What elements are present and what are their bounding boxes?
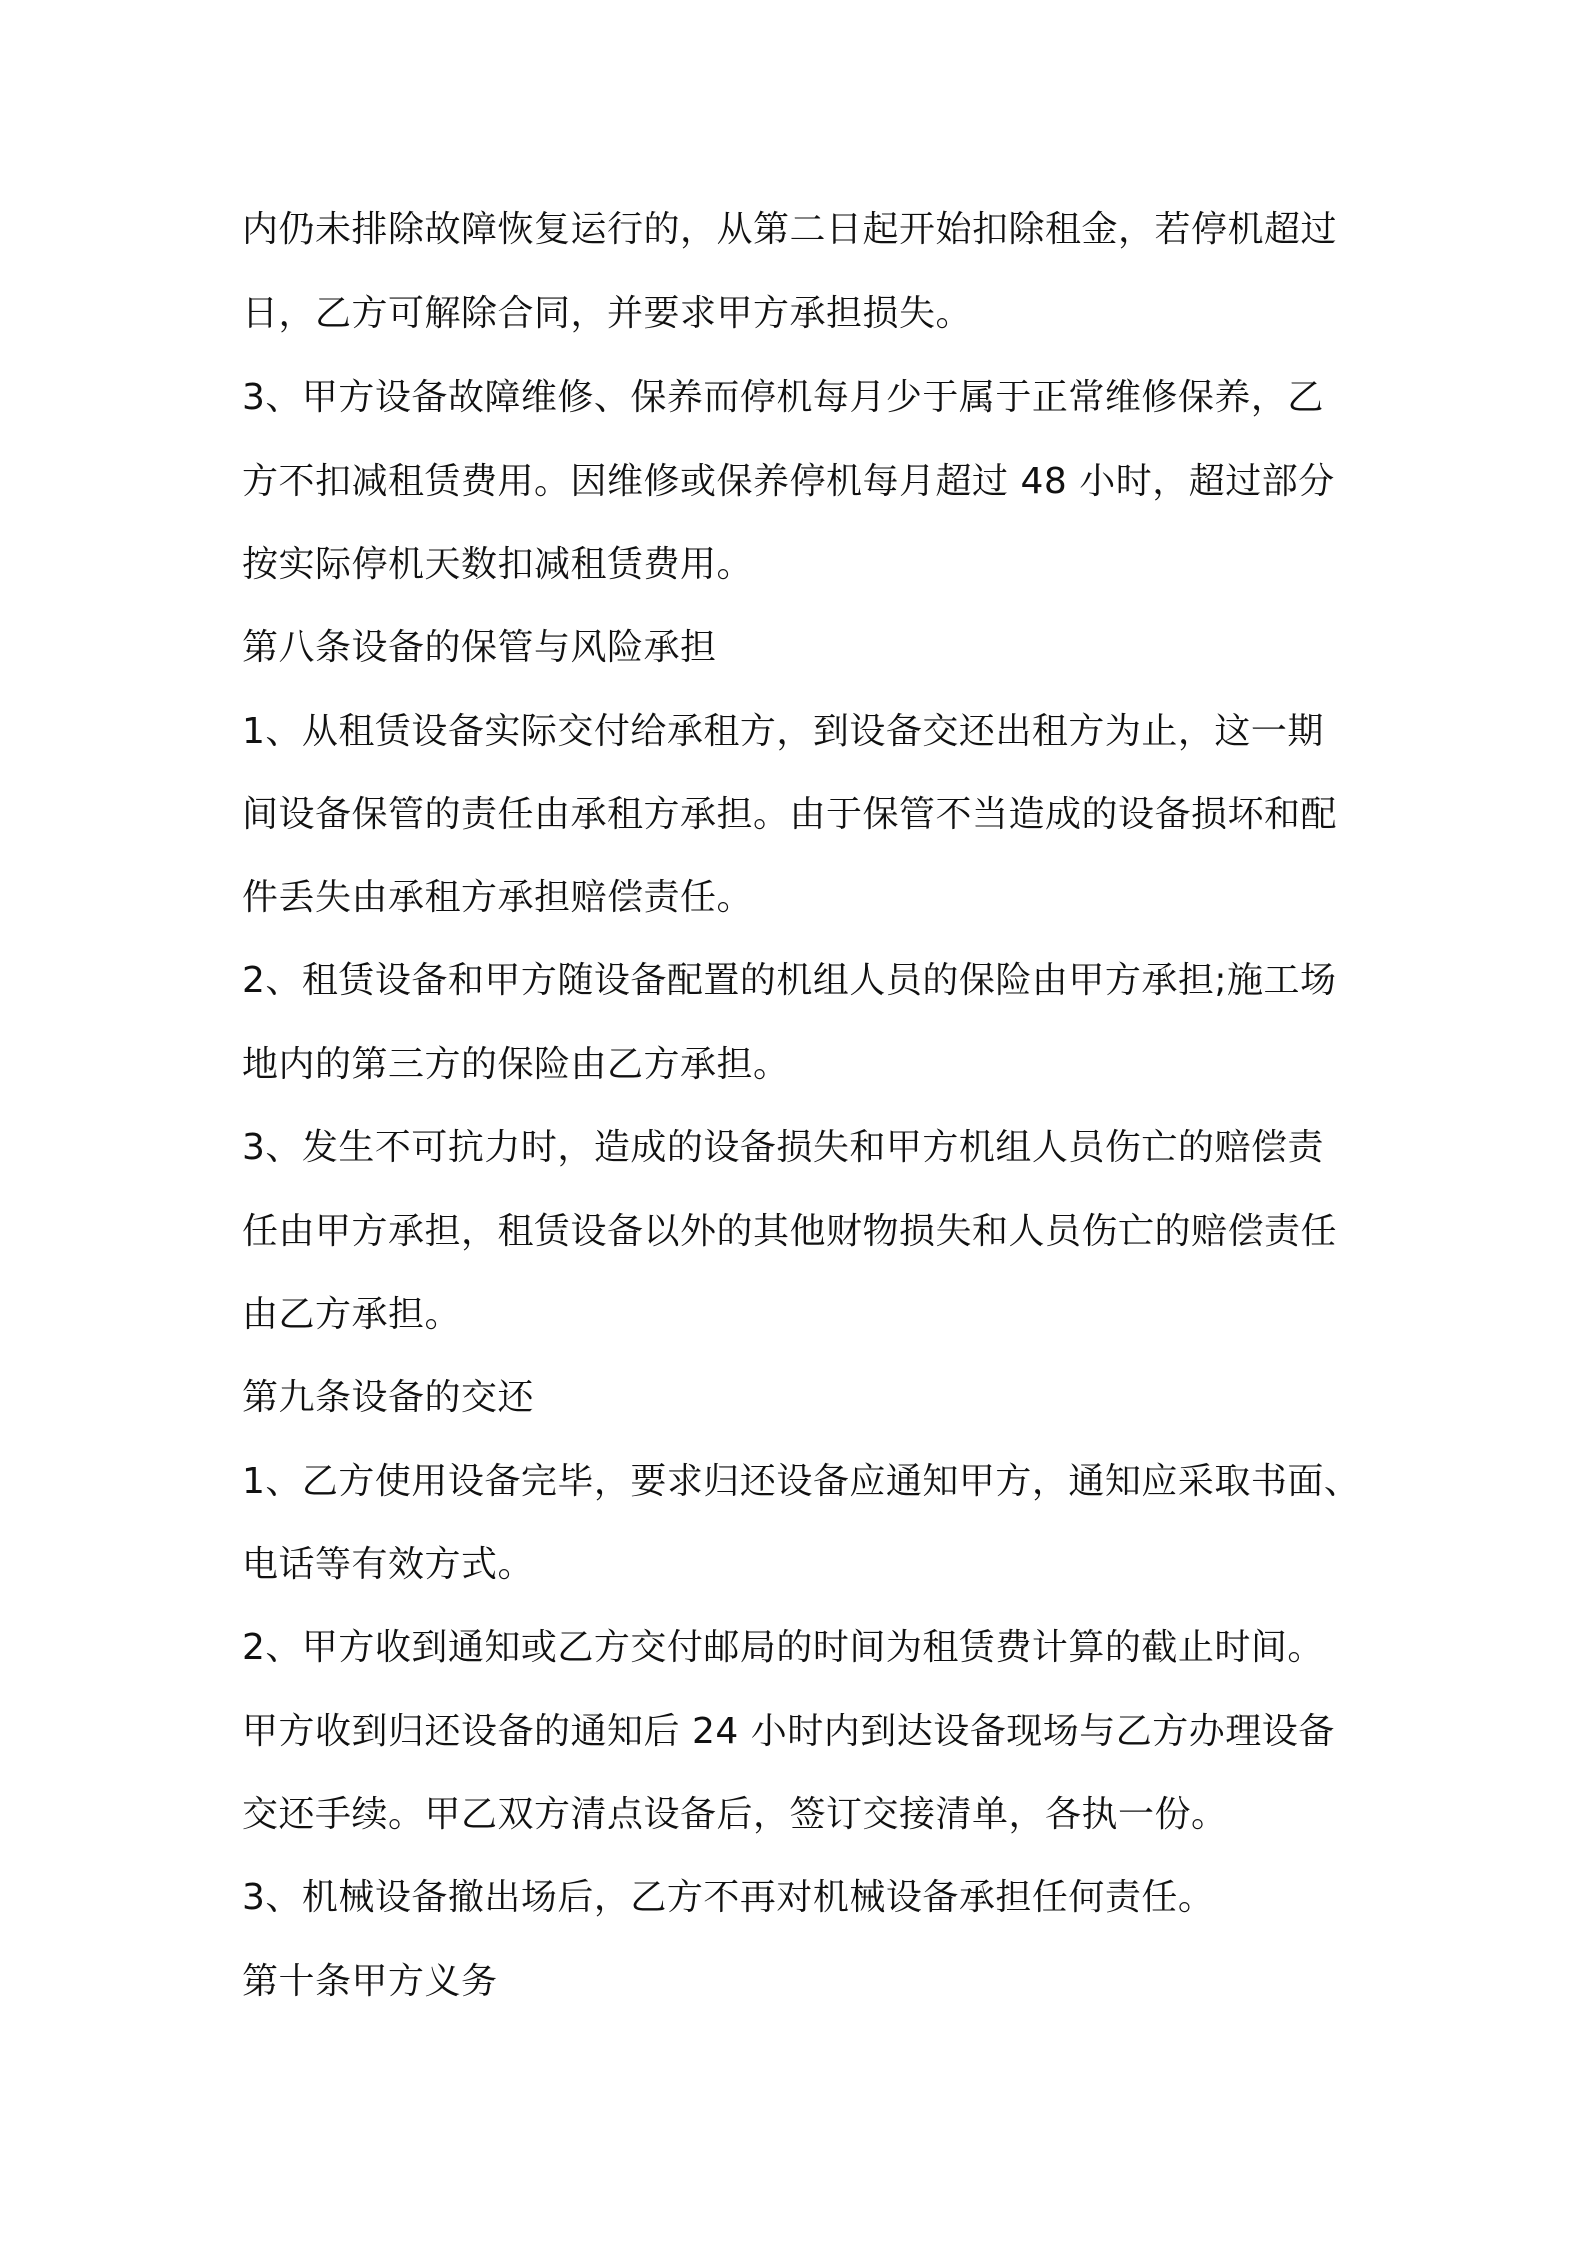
text-line: 3、机械设备撤出场后，乙方不再对机械设备承担任何责任。 [242,1877,1215,1918]
text-line: 甲方收到归还设备的通知后 24 小时内到达设备现场与乙方办理设备 [242,1711,1335,1752]
text-line: 间设备保管的责任由承租方承担。由于保管不当造成的设备损坏和配 [242,794,1338,835]
section-heading: 第九条设备的交还 [242,1377,535,1418]
text-line: 1、乙方使用设备完毕，要求归还设备应通知甲方，通知应采取书面、 [242,1461,1361,1502]
text-line: 电话等有效方式。 [242,1544,535,1585]
text-line: 由乙方承担。 [242,1294,462,1335]
text-line: 内仍未排除故障恢复运行的，从第二日起开始扣除租金，若停机超过 [242,209,1338,250]
text-line: 3、发生不可抗力时，造成的设备损失和甲方机组人员伤亡的赔偿责 [242,1127,1324,1168]
text-line: 2、甲方收到通知或乙方交付邮局的时间为租赁费计算的截止时间。 [242,1627,1324,1668]
text-line: 地内的第三方的保险由乙方承担。 [242,1044,790,1085]
text-line: 1、从租赁设备实际交付给承租方，到设备交还出租方为止，这一期 [242,711,1324,752]
text-line: 方不扣减租赁费用。因维修或保养停机每月超过 48 小时，超过部分 [242,461,1335,502]
text-line: 2、租赁设备和甲方随设备配置的机组人员的保险由甲方承担;施工场 [242,960,1337,1001]
text-line: 件丢失由承租方承担赔偿责任。 [242,877,754,918]
section-heading: 第八条设备的保管与风险承担 [242,627,717,668]
text-line: 日，乙方可解除合同，并要求甲方承担损失。 [242,293,973,334]
text-line: 3、甲方设备故障维修、保养而停机每月少于属于正常维修保养，乙 [242,377,1324,418]
section-heading: 第十条甲方义务 [242,1961,498,2002]
text-line: 任由甲方承担，租赁设备以外的其他财物损失和人员伤亡的赔偿责任 [242,1211,1338,1252]
text-line: 按实际停机天数扣减租赁费用。 [242,544,754,585]
text-line: 交还手续。甲乙双方清点设备后，签订交接清单，各执一份。 [242,1794,1228,1835]
